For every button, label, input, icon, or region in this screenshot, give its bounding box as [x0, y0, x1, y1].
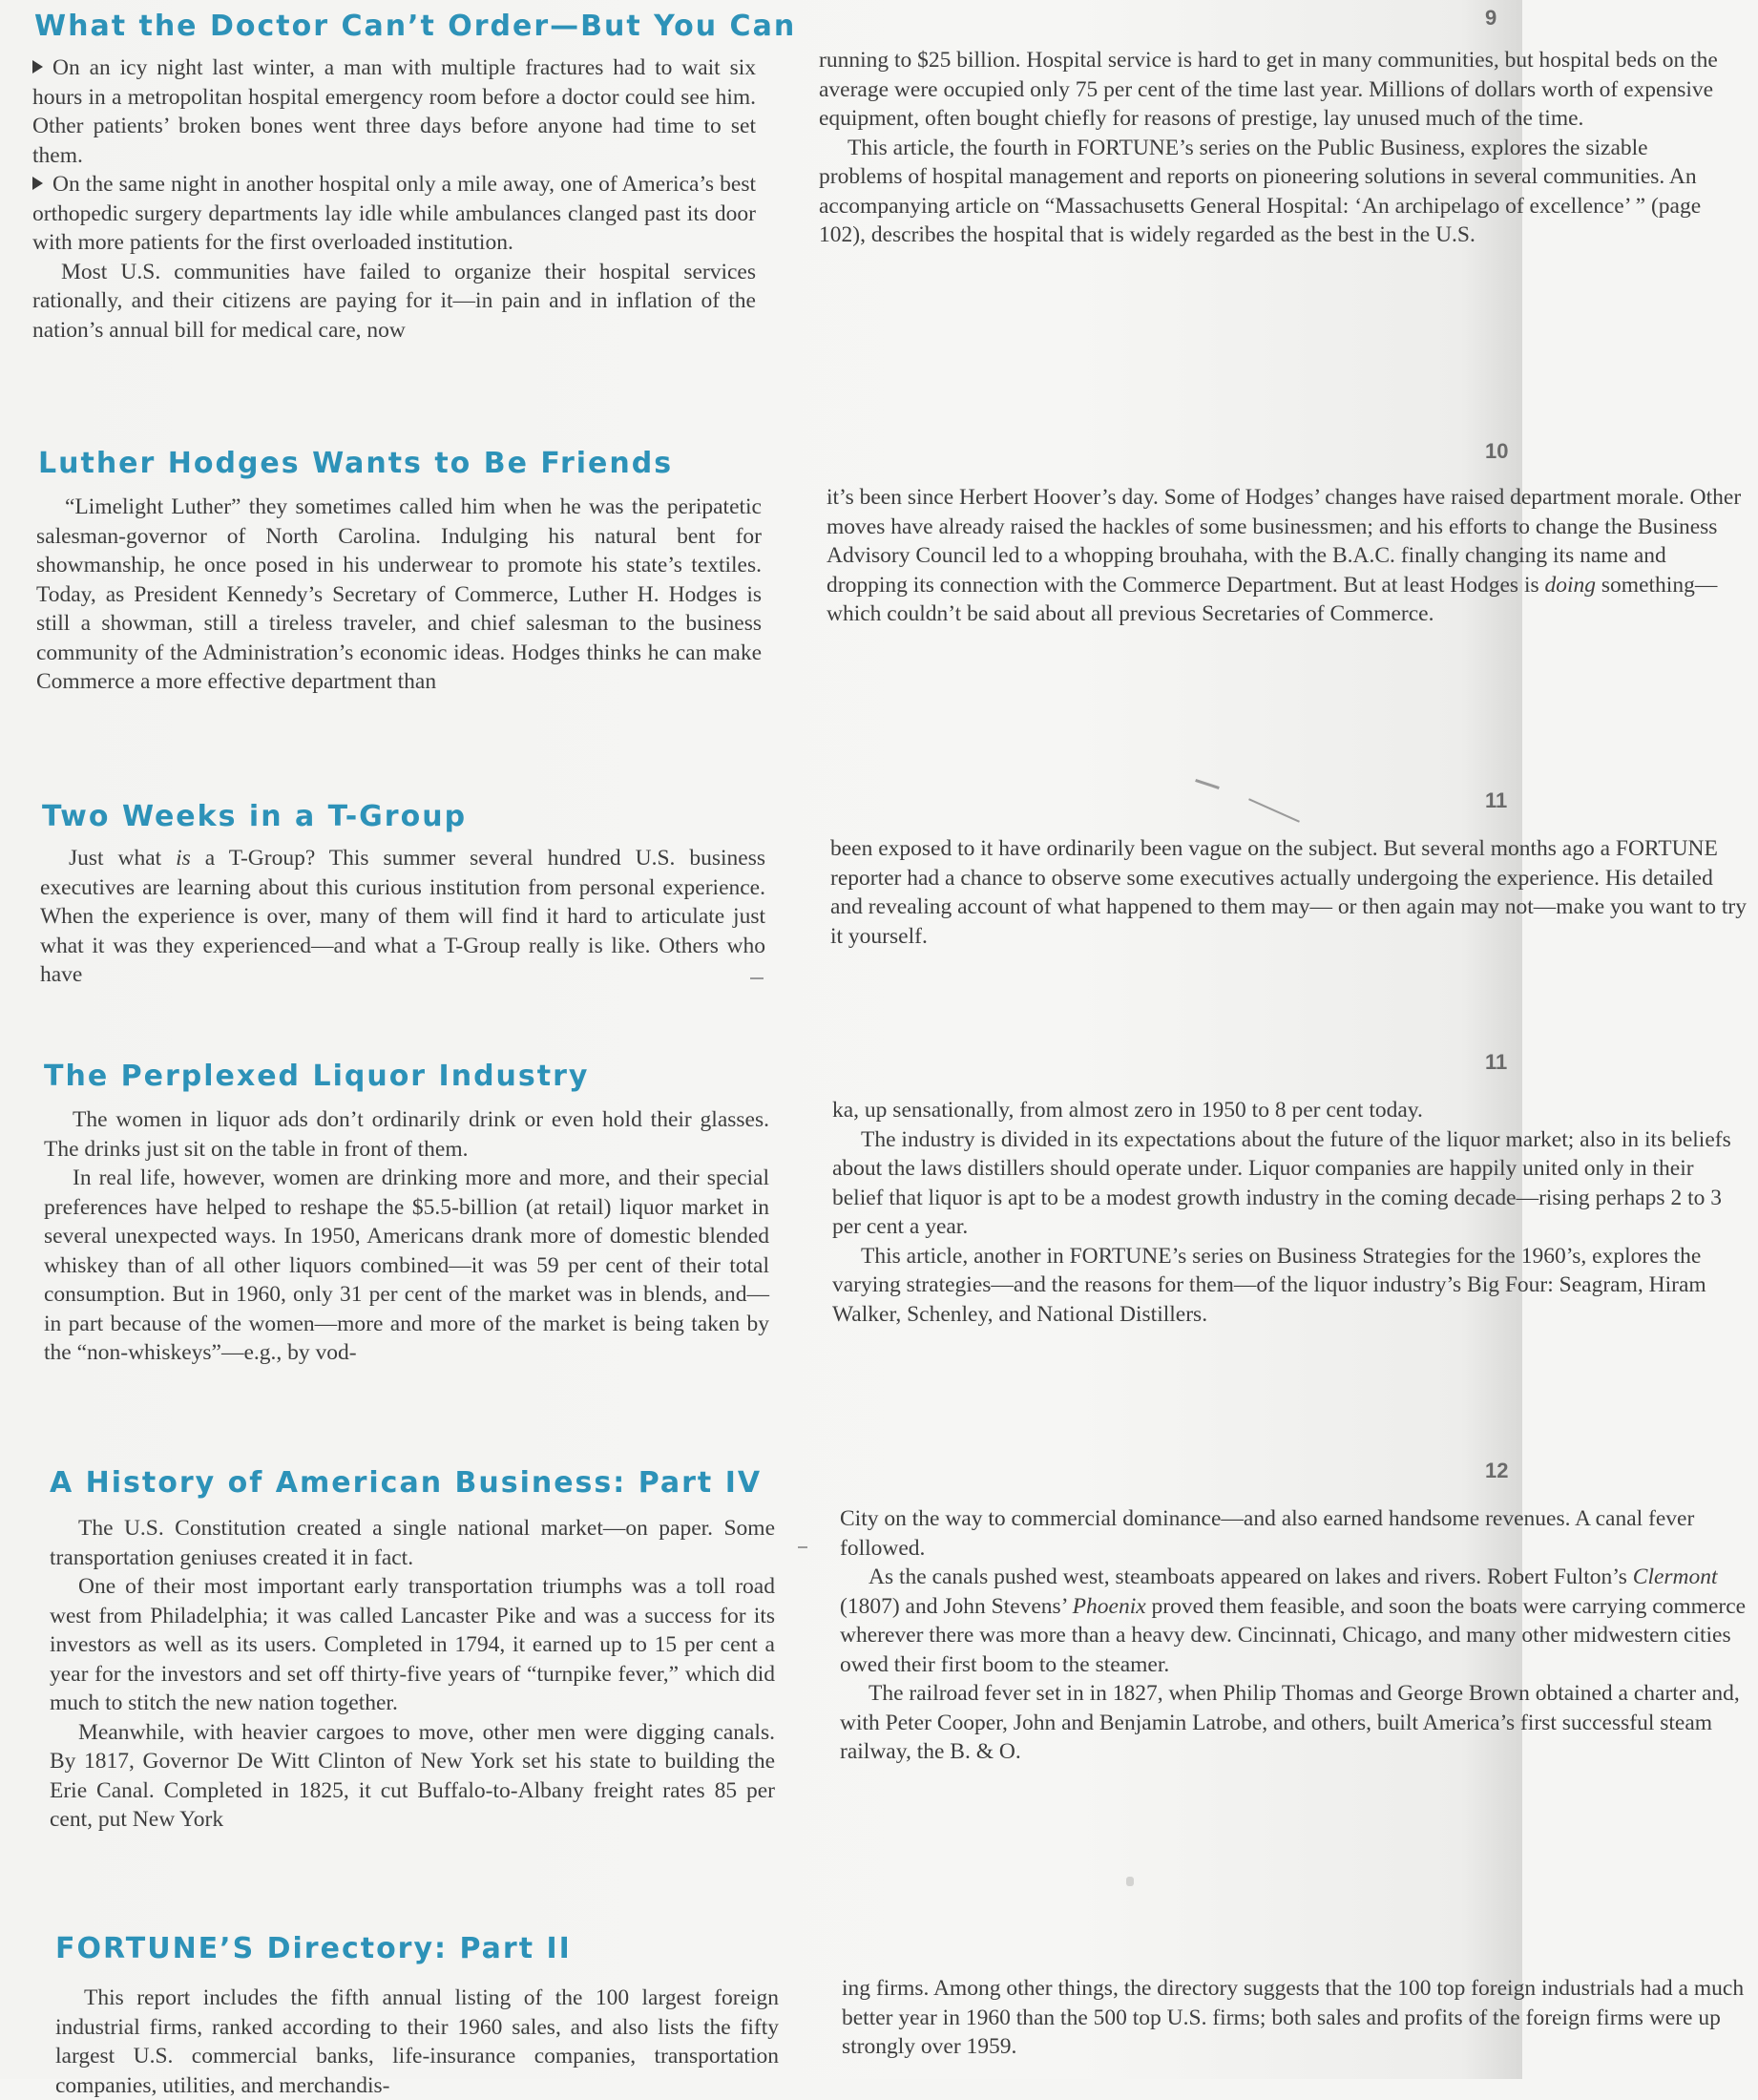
paragraph: In real life, however, women are drinking more and more, and their special preferences have helped to reshape the $5.5-billion (at retail) liquor market in several unexpected ways. In 1950, Americans drank more of domestic blended whiskey than of all other liquors combined—it was 59 per cent of their total consumption. But in 1960, only 31 per cent of the market was in blends, and—in part because of the women—more and more of the market is being taken by the “non-whiskeys”—e.g., by vod-: [44, 1166, 769, 1365]
bullet-triangle-icon: [32, 177, 43, 190]
paragraph: “Limelight Luther” they sometimes called him when he was the peripatetic salesman-governor of North Carolina. Indulging his natural bent for showmanship, he once posed in his underwear to promote his state’s textiles. Today, as President Kennedy’s Secretary of Commerce, Luther H. Hodges is still a showman, still a tireless traveler, and chief salesman to the business community of the Administration’s economic ideas. Hodges thinks he can make Commerce a more effective department than: [36, 494, 762, 694]
paragraph: ka, up sensationally, from almost zero in 1950 to 8 per cent today.: [832, 1098, 1423, 1123]
paragraph: As the canals pushed west, steamboats appeared on lakes and rivers. Robert Fulton’s Clermont (1807) and John Stevens’ Phoenix proved them feasible, and soon the boats were carrying commerce wherever there was more than a heavy dew. Cincinnati, Chicago, and many other midwestern cities owed their first boom to the steamer.: [840, 1564, 1747, 1677]
article-heading[interactable]: What the Doctor Can’t Order—But You Can: [34, 10, 797, 43]
page-number: 12: [1485, 1459, 1509, 1482]
left-column: [44, 1105, 769, 1368]
article-heading[interactable]: FORTUNE’S Directory: Part II: [55, 1932, 572, 1965]
scan-mark: [750, 977, 764, 979]
right-column: [842, 1974, 1758, 2062]
paragraph: been exposed to it have ordinarily been vague on the subject. But several months ago a FORTUNE reporter had a chance to observe some executives actually undergoing the experience. His detailed and revealing account of what happened to them may— or then again may not—make you want to try it yourself.: [830, 836, 1747, 949]
article-heading[interactable]: Two Weeks in a T-Group: [42, 800, 468, 833]
paragraph: This article, the fourth in FORTUNE’s series on the Public Business, explores the sizable problems of hospital management and reports on pioneering solutions in several communities. An accompanying article on “Massachusetts General Hospital: ‘An archipelago of excellence’ ” (page 102), describes the hospital that is widely regarded as the best in the U.S.: [819, 135, 1702, 247]
right-column: [827, 483, 1743, 629]
right-column: [819, 46, 1735, 250]
right-column: [840, 1504, 1756, 1767]
article-heading[interactable]: The Perplexed Liquor Industry: [44, 1060, 590, 1093]
left-column: [36, 493, 762, 697]
paragraph: This article, another in FORTUNE’s series on Business Strategies for the 1960’s, explores the varying strategies—and the reasons for them—of the liquor industry’s Big Four: Seagram, Hiram Walker, Schenley, and National Distillers.: [832, 1243, 1706, 1327]
paragraph: City on the way to commercial dominance—and also earned handsome revenues. A canal fever followed.: [840, 1506, 1695, 1561]
page-number: 11: [1485, 1050, 1508, 1074]
paragraph: One of their most important early transportation triumphs was a toll road west from Philadelphia; it was called Lancaster Pike and was a success for its investors as well as its users. Completed in 1794, it earned up to 15 per cent a year for the investors and set off thirty-five years of “turnpike fever,” which did much to stitch the new nation together.: [50, 1574, 775, 1715]
paragraph: On the same night in another hospital only a mile away, one of America’s best orthopedic surgery departments lay idle while ambulances clanged past its door with more patients for the first overloaded institution.: [32, 172, 756, 255]
page-number: 11: [1485, 788, 1508, 812]
paragraph: The women in liquor ads don’t ordinarily drink or even hold their glasses. The drinks just sit on the table in front of them.: [44, 1107, 769, 1162]
paragraph: it’s been since Herbert Hoover’s day. Some of Hodges’ changes have raised department morale. Other moves have already raised the hackles of some businessmen; and his efforts to change the Business Advisory Council led to a whopping brouhaha, with the B.A.C. finally changing its name and dropping its connection with the Commerce Department. But at least Hodges is doing something—which couldn’t be said about all previous Secretaries of Commerce.: [827, 485, 1742, 626]
right-column: [830, 834, 1747, 951]
fortune-name: FORTUNE: [1069, 1243, 1172, 1269]
paragraph: On an icy night last winter, a man with multiple fractures had to wait six hours in a metropolitan hospital emergency room before a doctor could see him. Other patients’ broken bones went three days before anyone had time to set them.: [32, 55, 756, 168]
scan-mark: [798, 1546, 807, 1548]
paragraph: The railroad fever set in in 1827, when Philip Thomas and George Brown obtained a charter and, with Peter Cooper, John and Benjamin Latrobe, and others, built America’s first successful steam railway, the B. & O.: [840, 1681, 1740, 1764]
fortune-name: FORTUNE: [1615, 836, 1718, 861]
page-number: 9: [1485, 6, 1497, 30]
paragraph: Meanwhile, with heavier cargoes to move, other men were digging canals. By 1817, Governor De Witt Clinton of New York set his state to building the Erie Canal. Completed in 1825, it cut Buffalo-to-Albany freight rates 85 per cent, put New York: [50, 1719, 775, 1832]
page-number: 10: [1485, 439, 1509, 463]
left-column: [40, 844, 765, 990]
paragraph: This report includes the fifth annual listing of the 100 largest foreign industrial firms, ranked according to their 1960 sales, and also lists the fifty largest U.S. commercial banks, life-insurance companies, transportation companies, utilities, and merchandis-: [55, 1985, 779, 2098]
scan-mark: [1126, 1877, 1134, 1886]
article-heading[interactable]: Luther Hodges Wants to Be Friends: [38, 447, 674, 480]
right-column: [832, 1096, 1748, 1329]
paragraph: Most U.S. communities have failed to organize their hospital services rationally, and their citizens are paying for it—in pain and in inflation of the nation’s annual bill for medical care, now: [32, 259, 756, 343]
left-column: [55, 1984, 779, 2100]
fortune-name: FORTUNE: [1077, 135, 1180, 160]
scan-mark: [1248, 798, 1300, 822]
paragraph: The U.S. Constitution created a single national market—on paper. Some transportation geniuses created it in fact.: [50, 1516, 775, 1570]
bullet-triangle-icon: [32, 60, 43, 74]
scan-mark: [1195, 779, 1220, 789]
left-column: [32, 53, 756, 345]
paragraph: The industry is divided in its expectations about the future of the liquor market; also in its beliefs about the laws distillers should operate under. Liquor companies are happily united only in their belief that liquor is apt to be a modest growth industry in the coming decade—rising perhaps 2 to 3 per cent a year.: [832, 1126, 1731, 1239]
paragraph: running to $25 billion. Hospital service is hard to get in many communities, but hospital beds on the average were occupied only 75 per cent of the time last year. Millions of dollars worth of expensive equipment, often bought chiefly for reasons of prestige, lay unused much of the time.: [819, 48, 1718, 131]
paragraph: Just what is a T-Group? This summer several hundred U.S. business executives are learning about this curious institution from personal experience. When the experience is over, many of them will find it hard to articulate just what it was they experienced—and what a T-Group really is like. Others who have: [40, 846, 766, 987]
article-heading[interactable]: A History of American Business: Part IV: [50, 1466, 763, 1500]
paragraph: ing firms. Among other things, the directory suggests that the 100 top foreign industrials had a much better year in 1960 than the 500 top U.S. firms; both sales and profits of the foreign firms were up strongly over 1959.: [842, 1976, 1745, 2059]
left-column: [50, 1514, 775, 1835]
